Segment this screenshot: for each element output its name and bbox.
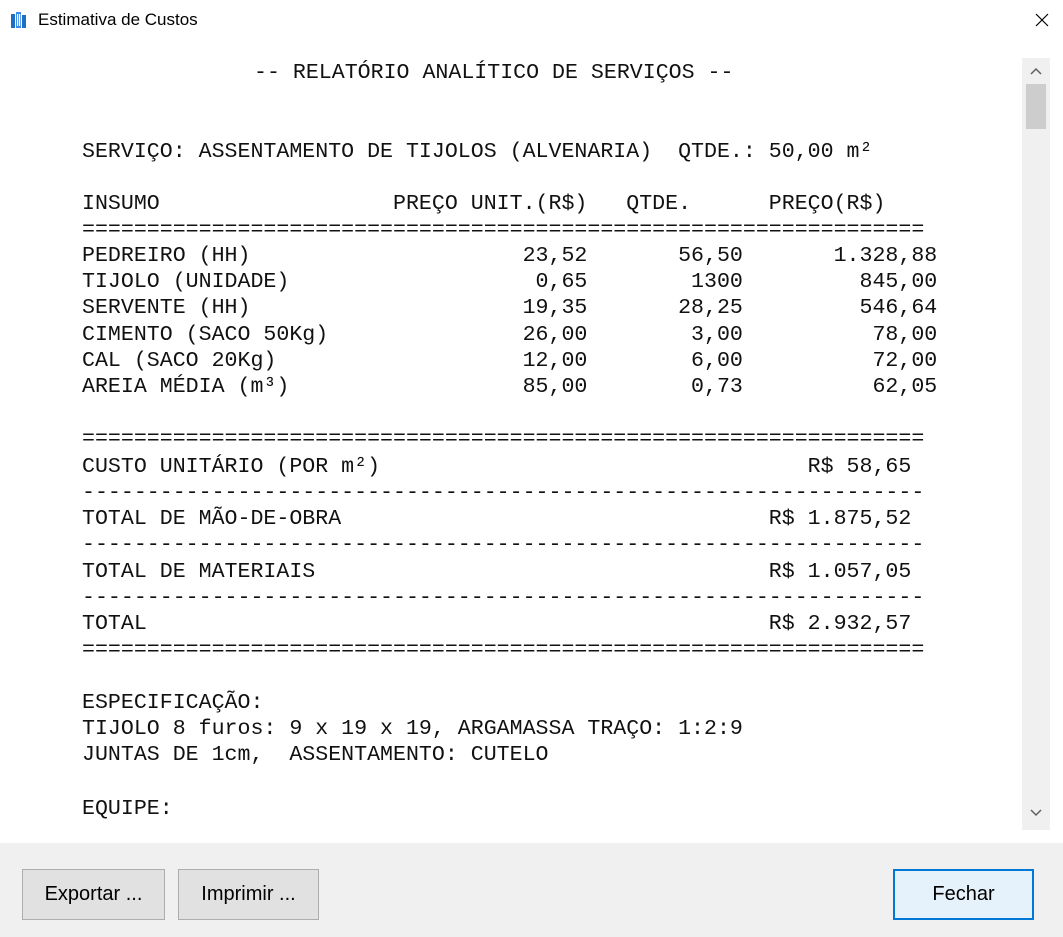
table-row: CIMENTO (SACO 50Kg) 26,00 3,00 78,00 [82, 323, 938, 347]
table-row: TIJOLO (UNIDADE) 0,65 1300 845,00 [82, 270, 938, 294]
scroll-thumb[interactable] [1026, 84, 1046, 129]
window-title: Estimativa de Custos [38, 10, 198, 29]
table-header: INSUMO PREÇO UNIT.(R$) QTDE. PREÇO(R$) [82, 192, 886, 216]
team-heading: EQUIPE: [82, 797, 173, 821]
table-row: AREIA MÉDIA (m³) 85,00 0,73 62,05 [82, 375, 938, 399]
single-rule: ----------------------------------------------------------------- [82, 586, 925, 610]
building-icon [10, 11, 28, 29]
table-row: PEDREIRO (HH) 23,52 56,50 1.328,88 [82, 244, 938, 268]
spec-line: JUNTAS DE 1cm, ASSENTAMENTO: CUTELO [82, 743, 549, 767]
close-icon[interactable] [1020, 0, 1063, 40]
close-button[interactable]: Fechar [893, 869, 1034, 920]
scroll-down-icon[interactable] [1022, 800, 1050, 826]
single-rule: ----------------------------------------------------------------- [82, 481, 925, 505]
service-line: SERVIÇO: ASSENTAMENTO DE TIJOLOS (ALVENARIA) QTDE.: 50,00 m² [82, 140, 873, 164]
report-view [0, 40, 1022, 830]
table-row: CAL (SACO 20Kg) 12,00 6,00 72,00 [82, 349, 938, 373]
table-row: SERVENTE (HH) 19,35 28,25 546,64 [82, 296, 938, 320]
print-button[interactable]: Imprimir ... [178, 869, 319, 920]
double-rule: ================================================================= [82, 638, 925, 662]
materials-total-line: TOTAL DE MATERIAIS R$ 1.057,05 [82, 560, 912, 584]
double-rule: ================================================================= [82, 427, 925, 451]
report-title: -- RELATÓRIO ANALÍTICO DE SERVIÇOS -- [254, 61, 734, 85]
title-bar [0, 0, 1063, 40]
grand-total-line: TOTAL R$ 2.932,57 [82, 612, 912, 636]
scroll-up-icon[interactable] [1022, 58, 1050, 84]
spec-line: TIJOLO 8 furos: 9 x 19 x 19, ARGAMASSA TRAÇO: 1:2:9 [82, 717, 743, 741]
unit-cost-line: CUSTO UNITÁRIO (POR m²) R$ 58,65 [82, 455, 912, 479]
single-rule: ----------------------------------------------------------------- [82, 533, 925, 557]
vertical-scrollbar[interactable] [1022, 58, 1050, 830]
export-button[interactable]: Exportar ... [22, 869, 165, 920]
labor-total-line: TOTAL DE MÃO-DE-OBRA R$ 1.875,52 [82, 507, 912, 531]
double-rule: ================================================================= [82, 218, 925, 242]
spec-heading: ESPECIFICAÇÃO: [82, 691, 264, 715]
